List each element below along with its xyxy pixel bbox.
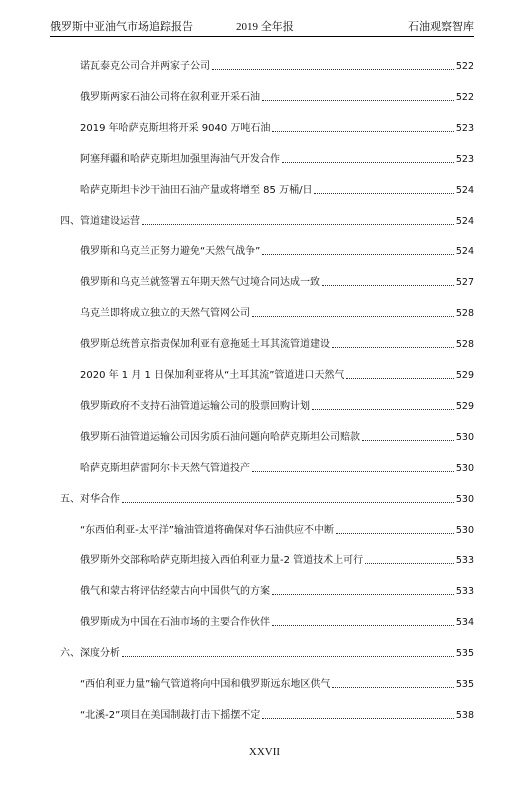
toc-entry-title: 乌克兰即将成立独立的天然气管网公司	[80, 308, 250, 320]
toc-entry[interactable]	[80, 523, 474, 537]
toc-dot-leader	[122, 502, 454, 503]
toc-entry-page: 538	[455, 709, 474, 721]
toc-entry-title: 俄罗斯和乌克兰就签署五年期天然气过境合同达成一致	[80, 277, 320, 289]
toc-entry-page: 528	[455, 308, 474, 320]
toc-entry-title: 六、深度分析	[60, 648, 120, 660]
toc-dot-leader	[252, 471, 454, 472]
toc-entry-title: 哈萨克斯坦萨雷阿尔卡天然气管道投产	[80, 462, 250, 474]
header-edition: 2019 全年报	[236, 21, 294, 33]
toc-dot-leader	[272, 131, 453, 132]
toc-entry-title: 俄罗斯成为中国在石油市场的主要合作伙伴	[80, 617, 270, 629]
toc-entry-title: 俄罗斯政府不支持石油管道运输公司的股票回购计划	[80, 400, 310, 412]
toc-entry-page: 529	[455, 400, 474, 412]
toc-entry[interactable]	[80, 461, 474, 475]
toc-entry-title: 俄罗斯外交部称哈萨克斯坦接入西伯利亚力量-2 管道技术上可行	[80, 555, 364, 567]
toc-entry-title: 诺瓦泰克公司合并两家子公司	[80, 61, 210, 72]
page-number: XXVII	[248, 746, 281, 758]
header-report-title: 俄罗斯中亚油气市场追踪报告	[50, 20, 193, 33]
toc-dot-leader	[262, 254, 453, 255]
toc-entry-page: 535	[455, 679, 474, 690]
toc-entry[interactable]	[80, 615, 474, 629]
toc-entry[interactable]	[80, 553, 474, 567]
toc-entry-page: 530	[455, 431, 474, 443]
toc-section-heading[interactable]	[60, 646, 474, 660]
toc-entry[interactable]	[80, 59, 474, 73]
toc-entry[interactable]	[80, 306, 474, 320]
toc-entry-page: 533	[455, 586, 474, 598]
toc-dot-leader	[122, 656, 454, 657]
toc-entry[interactable]	[80, 399, 474, 413]
toc-entry-title: 五、对华合作	[60, 493, 120, 505]
toc-entry[interactable]	[80, 677, 474, 691]
toc-entry-page: 528	[455, 339, 474, 351]
toc-dot-leader	[332, 687, 453, 688]
toc-entry-title: 俄罗斯总统普京指责保加利亚有意拖延土耳其流管道建设	[80, 339, 330, 351]
toc-entry-title: 阿塞拜疆和哈萨克斯坦加强里海油气开发合作	[80, 153, 280, 165]
toc-entry-title: “北溪-2”项目在美国制裁打击下摇摆不定	[80, 709, 261, 721]
toc-dot-leader	[332, 347, 454, 348]
page-header	[50, 18, 474, 37]
toc-dot-leader	[346, 378, 453, 379]
toc-entry[interactable]	[80, 244, 474, 258]
toc-dot-leader	[362, 440, 454, 441]
toc-entry-page: 523	[455, 122, 474, 134]
toc-dot-leader	[314, 193, 453, 194]
toc-entry-page: 522	[455, 61, 474, 72]
toc-dot-leader	[272, 594, 454, 595]
toc-entry[interactable]	[80, 368, 474, 382]
toc-entry-page: 535	[455, 648, 474, 660]
toc-entry[interactable]	[80, 90, 474, 104]
toc-entry-title: 俄罗斯和乌克兰正努力避免“天然气战争”	[80, 246, 261, 258]
toc-entry[interactable]	[80, 183, 474, 197]
toc-entry-title: 四、管道建设运营	[60, 215, 140, 227]
toc-entry[interactable]	[80, 121, 474, 135]
toc-dot-leader	[322, 285, 454, 286]
toc-entry[interactable]	[80, 275, 474, 289]
toc-dot-leader	[262, 100, 454, 101]
toc-entry-title: “西伯利亚力量”输气管道将向中国和俄罗斯远东地区供气	[80, 679, 331, 690]
toc-dot-leader	[212, 69, 454, 70]
toc-entry-title: “东西伯利亚-太平洋”输油管道将确保对华石油供应不中断	[80, 524, 334, 536]
toc-entry-title: 俄罗斯两家石油公司将在叙利亚开采石油	[80, 91, 260, 103]
toc-entry[interactable]	[80, 152, 474, 166]
toc-entry[interactable]	[80, 430, 474, 444]
toc-dot-leader	[336, 533, 454, 534]
toc-entry-title: 2019 年哈萨克斯坦将开采 9040 万吨石油	[80, 122, 271, 134]
toc-entry-page: 523	[455, 153, 474, 165]
toc-entry-title: 俄罗斯石油管道运输公司因劣质石油问题向哈萨克斯坦公司赔款	[80, 431, 360, 443]
toc-dot-leader	[142, 224, 454, 225]
toc-entry-page: 533	[455, 555, 474, 567]
toc-dot-leader	[282, 162, 454, 163]
toc-entry-page: 527	[455, 277, 474, 289]
toc-entry-page: 530	[455, 462, 474, 474]
toc-dot-leader	[252, 316, 454, 317]
toc-section-heading[interactable]	[60, 492, 474, 506]
toc-entry-title: 俄气和蒙古将评估经蒙古向中国供气的方案	[80, 586, 270, 598]
toc-dot-leader	[312, 409, 454, 410]
toc-entry-page: 524	[455, 246, 474, 258]
toc-entry[interactable]	[80, 584, 474, 598]
toc-entry-page: 534	[455, 617, 474, 629]
toc-entry-page: 524	[455, 184, 474, 196]
toc-entry-page: 522	[455, 91, 474, 103]
toc-dot-leader	[272, 625, 454, 626]
toc-dot-leader	[365, 563, 454, 564]
toc-entry-page: 530	[455, 524, 474, 536]
toc-entry-page: 529	[455, 370, 474, 381]
toc-entry[interactable]	[80, 337, 474, 351]
toc-entry-page: 524	[455, 215, 474, 227]
toc-entry-page: 530	[455, 493, 474, 505]
header-publisher: 石油观察智库	[408, 20, 474, 33]
toc-entry-title: 哈萨克斯坦卡沙干油田石油产量或将增至 85 万桶/日	[80, 184, 313, 196]
toc-entry[interactable]	[80, 708, 474, 722]
toc-dot-leader	[262, 718, 454, 719]
toc-section-heading[interactable]	[60, 214, 474, 228]
toc-entry-title: 2020 年 1 月 1 日保加利亚将从“土耳其流”管道进口天然气	[80, 370, 345, 381]
